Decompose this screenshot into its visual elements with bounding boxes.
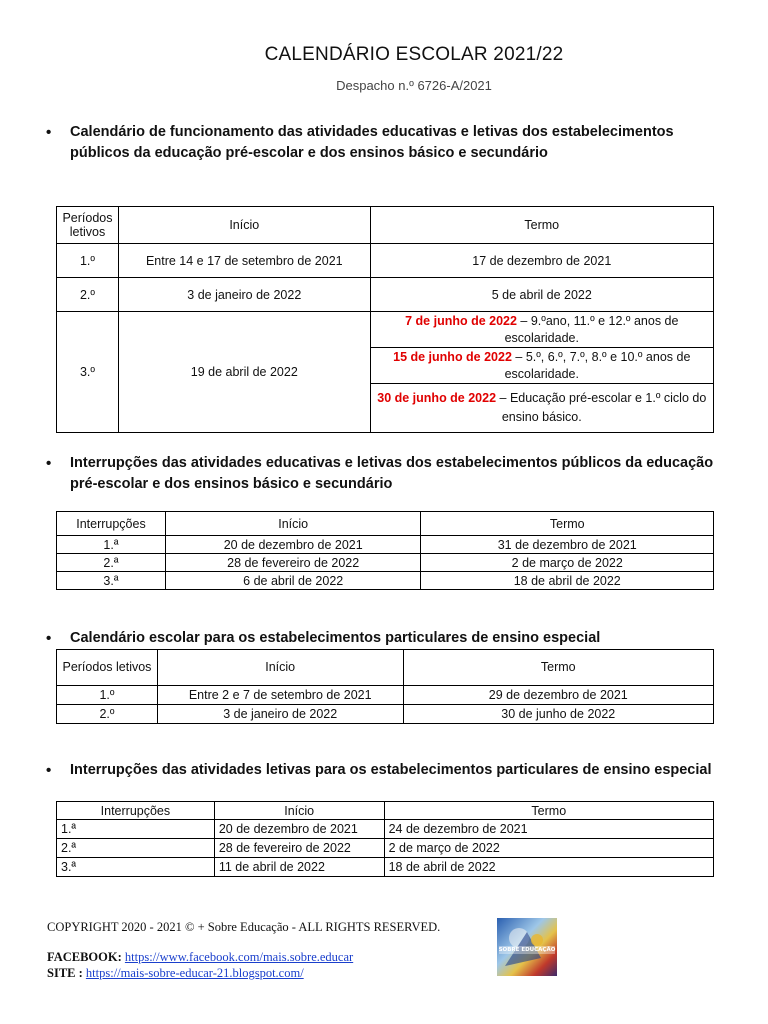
section4-heading: • Interrupções das atividades letivas para os estabelecimentos particulares de ensino especial [46,762,712,779]
logo-text: SOBRE EDUCAÇÃO [498,947,556,953]
table-row: 3.ª 6 de abril de 2022 18 de abril de 2022 [57,572,714,590]
bullet-icon: • [46,124,52,141]
table-periods-special [56,649,714,724]
table-row: 1.º Entre 14 e 17 de setembro de 2021 17 de dezembro de 2021 [57,244,714,278]
page-title: CALENDÁRIO ESCOLAR 2021/22 [264,44,564,65]
col-header: Períodos letivos [57,207,119,244]
bullet-icon: • [46,455,52,472]
site-link[interactable]: https://mais-sobre-educar-21.blogspot.com/ [85,966,304,980]
end-cell: 15 de junho de 2022 – 5.º, 6.º, 7.º, 8.º e 10.º anos de escolaridade. [370,348,713,384]
col-header: Termo [370,207,713,244]
table-row: 2.ª 28 de fevereiro de 2022 2 de março de 2022 [57,839,714,858]
table-row: 2.º 3 de janeiro de 2022 30 de junho de 2022 [57,705,714,724]
col-header: Início [118,207,370,244]
table-row: 2.ª 28 de fevereiro de 2022 2 de março de 2022 [57,554,714,572]
page-subtitle: Despacho n.º 6726-A/2021 [336,78,492,93]
table-row: 2.º 3 de janeiro de 2022 5 de abril de 2022 [57,278,714,312]
section3-heading: • Calendário escolar para os estabelecimentos particulares de ensino especial [46,630,601,647]
section1-heading: • Calendário de funcionamento das atividades educativas e letivas dos estabelecimentos públicos da educação pré-escolar e dos ensinos básico e secundário [46,122,686,164]
table-row: 1.º Entre 2 e 7 de setembro de 2021 29 de dezembro de 2021 [57,686,714,705]
end-cell: 7 de junho de 2022 – 9.ºano, 11.º e 12.º anos de escolaridade. [370,312,713,348]
table-header-row: Interrupções Início Termo [57,512,714,536]
table-header-row: Períodos letivos Início Termo [57,650,714,686]
table-interruptions-public [56,511,714,590]
site-line: SITE : https://mais-sobre-educar-21.blogspot.com/ [47,966,304,980]
end-cell: 30 de junho de 2022 – Educação pré-escolar e 1.º ciclo do ensino básico. [370,384,713,433]
bullet-icon: • [46,630,52,647]
table-row: 1.ª 20 de dezembro de 2021 24 de dezembro de 2021 [57,820,714,839]
copyright-text: COPYRIGHT 2020 - 2021 © + Sobre Educação - ALL RIGHTS RESERVED. [47,920,441,934]
facebook-link[interactable]: https://www.facebook.com/mais.sobre.educar [124,950,354,964]
section2-heading: • Interrupções das atividades educativas e letivas dos estabelecimentos públicos da educação pré-escolar e dos ensinos básico e secundário [46,453,726,495]
table-row: 1.ª 20 de dezembro de 2021 31 de dezembro de 2021 [57,536,714,554]
table-row: 3.ª 11 de abril de 2022 18 de abril de 2022 [57,858,714,877]
facebook-line: FACEBOOK: https://www.facebook.com/mais.sobre.educar [47,950,354,964]
table-row: 3.º 19 de abril de 2022 7 de junho de 2022 – 9.ºano, 11.º e 12.º anos de escolaridade. [57,312,714,348]
table-header-row [57,207,714,244]
table-header-row: Interrupções Início Termo [57,802,714,820]
table-interruptions-special [56,801,714,877]
table-periods-public [56,206,714,433]
logo-image [497,918,557,976]
bullet-icon: • [46,762,52,779]
